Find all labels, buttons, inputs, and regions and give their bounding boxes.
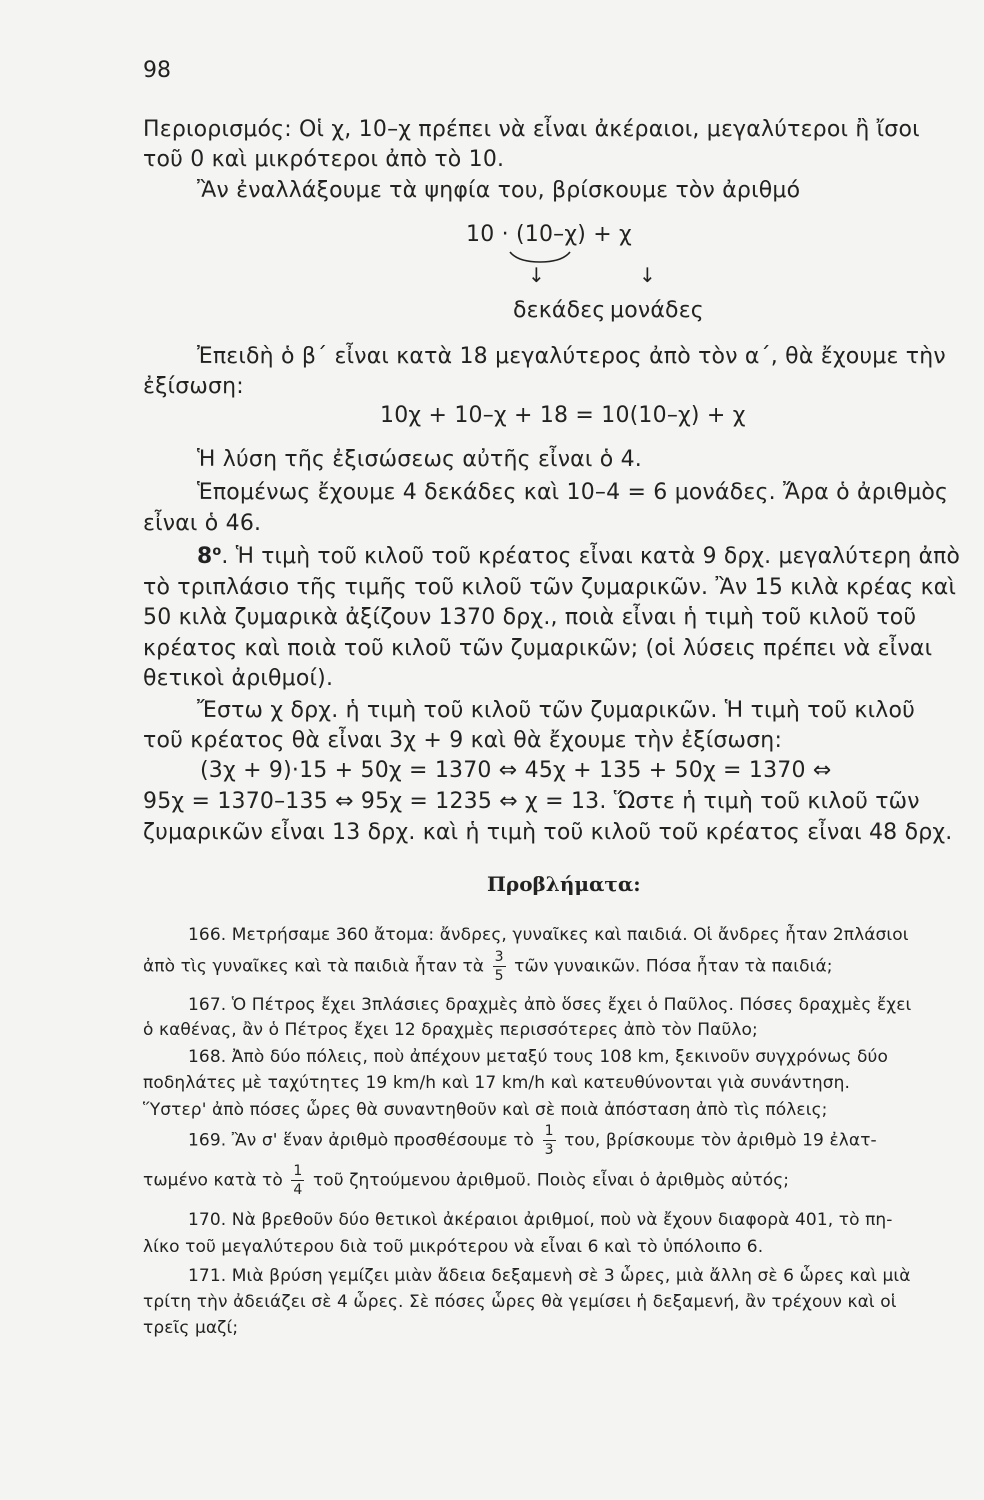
equation: 10χ + 10–χ + 18 = 10(10–χ) + χ [380, 403, 746, 428]
example-8-first-line [197, 544, 960, 569]
text-line: εἶναι ὁ 46. [143, 511, 262, 536]
text-line: Ἐπειδὴ ὁ β΄ εἶναι κατὰ 18 μεγαλύτερος ἀπὸ τὸν α΄, θὰ ἔχουμε τὴν [197, 344, 946, 369]
problem-167-line: 167. Ὁ Πέτρος ἔχει 3πλάσιες δραχμὲς ἀπὸ ὅσες ἔχει ὁ Παῦλος. Πόσες δραχμὲς ἔχει [188, 995, 912, 1015]
problem-166-line: 166. Μετρήσαμε 360 ἄτομα: ἄνδρες, γυναῖκες καὶ παιδιά. Οἱ ἄνδρες ἦταν 2πλάσιοι [188, 925, 909, 945]
text-span: . Ἡ τιμὴ τοῦ κιλοῦ τοῦ κρέατος εἶναι κατὰ 9 δρχ. μεγαλύτερη ἀπὸ [221, 544, 961, 569]
text-line: Περιορισμός: Οἱ χ, 10–χ πρέπει νὰ εἶναι ἀκέραιοι, μεγαλύτεροι ἢ ἴσοι [143, 117, 920, 142]
text-span: 169. Ἂν σ' ἕναν ἀριθμὸ προσθέσουμε τὸ [188, 1130, 535, 1151]
equation: (3χ + 9)·15 + 50χ = 1370 ⇔ 45χ + 135 + 50χ = 1370 ⇔ [200, 758, 832, 783]
text-span: τοῦ ζητούμενου ἀριθμοῦ. Ποιὸς εἶναι ὁ ἀριθμὸς αὐτός; [312, 1170, 790, 1191]
fraction [291, 1164, 304, 1197]
text-line: Ἂν ἐναλλάξουμε τὰ ψηφία του, βρίσκουμε τὸν ἀριθμό [197, 178, 801, 203]
text-line: κρέατος καὶ ποιὰ τοῦ κιλοῦ τῶν ζυμαρικῶν; (οἱ λύσεις πρέπει νὰ εἶναι [143, 636, 933, 661]
fraction-denominator: 3 [544, 1142, 554, 1158]
problem-167-line: ὁ καθένας, ἂν ὁ Πέτρος ἔχει 12 δραχμὲς περισσότερες ἀπὸ τὸν Παῦλο; [143, 1020, 758, 1040]
text-line: 50 κιλὰ ζυμαρικὰ ἀξίζουν 1370 δρχ., ποιὰ εἶναι ἡ τιμὴ τοῦ κιλοῦ τοῦ [143, 605, 917, 630]
section-heading: Προβλήματα: [487, 872, 641, 896]
text-span: του, βρίσκουμε τὸν ἀριθμὸ 19 ἐλατ- [564, 1130, 877, 1151]
problem-171-line: τρεῖς μαζί; [143, 1318, 239, 1338]
fraction [493, 950, 506, 983]
problem-168-line: 168. Ἀπὸ δύο πόλεις, ποὺ ἀπέχουν μεταξύ τους 108 km, ξεκινοῦν συγχρόνως δύο [188, 1047, 888, 1067]
ordinal-superscript: ο [212, 544, 222, 559]
problem-169-line [188, 1124, 877, 1157]
label-units: μονάδες [610, 298, 704, 323]
text-span: ἀπὸ τὶς γυναῖκες καὶ τὰ παιδιὰ ἦταν τὰ [143, 956, 485, 977]
text-line: Ἡ λύση τῆς ἐξισώσεως αὐτῆς εἶναι ὁ 4. [197, 447, 642, 472]
equation: 95χ = 1370–135 ⇔ 95χ = 1235 ⇔ χ = 13. Ὥστε ἡ τιμὴ τοῦ κιλοῦ τῶν [143, 789, 920, 814]
fraction-denominator: 4 [293, 1182, 303, 1198]
text-line: Ἔστω χ δρχ. ἡ τιμὴ τοῦ κιλοῦ τῶν ζυμαρικῶν. Ἡ τιμὴ τοῦ κιλοῦ [197, 698, 916, 723]
text-span: τωμένο κατὰ τὸ [143, 1170, 283, 1191]
problem-166-line [143, 950, 833, 983]
fraction-numerator: 1 [293, 1163, 303, 1179]
text-line: τὸ τριπλάσιο τῆς τιμῆς τοῦ κιλοῦ τῶν ζυμαρικῶν. Ἂν 15 κιλὰ κρέας καὶ [143, 575, 957, 600]
problem-168-line: Ὕστερ' ἀπὸ πόσες ὧρες θὰ συναντηθοῦν καὶ σὲ ποιὰ ἀπόσταση ἀπὸ τὶς πόλεις; [143, 1100, 828, 1120]
text-line: ζυμαρικῶν εἶναι 13 δρχ. καὶ ἡ τιμὴ τοῦ κιλοῦ τοῦ κρέατος εἶναι 48 δρχ. [143, 820, 953, 845]
problem-170-line: λίκο τοῦ μεγαλύτερου διὰ τοῦ μικρότερου νὰ εἶναι 6 καὶ τὸ ὑπόλοιπο 6. [143, 1237, 764, 1257]
problem-169-line [143, 1164, 789, 1197]
text-line: τοῦ 0 καὶ μικρότεροι ἀπὸ τὸ 10. [143, 147, 505, 172]
fraction-numerator: 3 [494, 949, 504, 965]
example-number: 8 [197, 544, 213, 569]
fraction [543, 1124, 556, 1157]
fraction-denominator: 5 [494, 968, 504, 984]
text-span: τῶν γυναικῶν. Πόσα ἦταν τὰ παιδιά; [514, 956, 833, 977]
page-number: 98 [143, 58, 171, 83]
fraction-numerator: 1 [544, 1123, 554, 1139]
problem-171-line: τρίτη τὴν ἀδειάζει σὲ 4 ὧρες. Σὲ πόσες ὧρες θὰ γεμίσει ἡ δεξαμενή, ἂν τρέχουν καὶ οἱ [143, 1292, 897, 1312]
text-line: ἐξίσωση: [143, 374, 244, 399]
label-tens: δεκάδες [513, 298, 606, 323]
problem-168-line: ποδηλάτες μὲ ταχύτητες 19 km/h καὶ 17 km/h καὶ κατευθύνονται γιὰ συνάντηση. [143, 1073, 851, 1093]
text-line: θετικοὶ ἀριθμοί). [143, 666, 334, 691]
text-line: τοῦ κρέατος θὰ εἶναι 3χ + 9 καὶ θὰ ἔχουμε τὴν ἐξίσωση: [143, 728, 783, 753]
digit-swap-expression: 10 · (10–χ) + χ [466, 222, 632, 247]
problem-171-line: 171. Μιὰ βρύση γεμίζει μιὰν ἄδεια δεξαμενὴ σὲ 3 ὧρες, μιὰ ἄλλη σὲ 6 ὧρες καὶ μιὰ [188, 1266, 911, 1286]
arrow-down-icon: ↓ [639, 263, 656, 287]
text-line: Ἑπομένως ἔχουμε 4 δεκάδες καὶ 10–4 = 6 μονάδες. Ἄρα ὁ ἀριθμὸς [197, 480, 949, 505]
problem-170-line: 170. Νὰ βρεθοῦν δύο θετικοὶ ἀκέραιοι ἀριθμοί, ποὺ νὰ ἔχουν διαφορὰ 401, τὸ πη- [188, 1210, 893, 1230]
arrow-down-icon: ↓ [528, 263, 545, 287]
